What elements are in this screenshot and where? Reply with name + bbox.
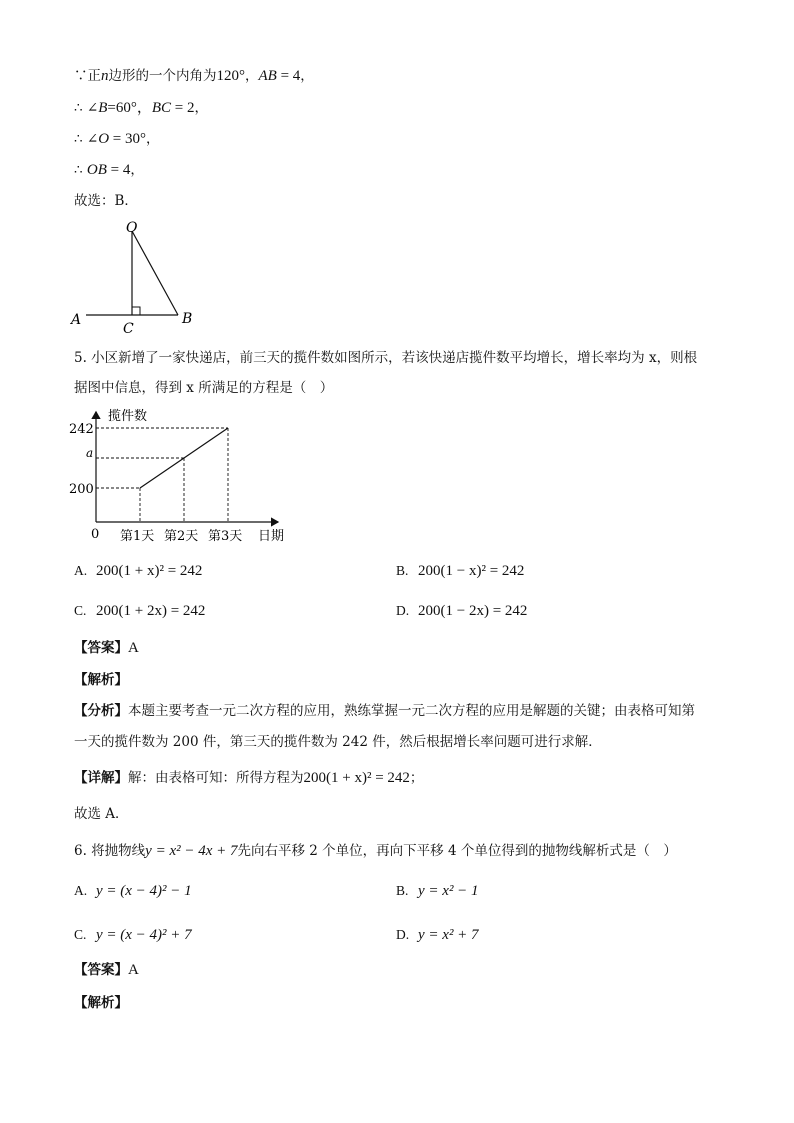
q6-option-c[interactable] <box>74 924 192 946</box>
y-axis-label: 揽件数 <box>108 409 148 424</box>
segment-ob <box>132 231 178 315</box>
q6-option-b-letter: B. <box>396 883 409 898</box>
step3-end: ， <box>146 131 160 147</box>
series-segment-2 <box>184 428 228 458</box>
step1-angle: 120° <box>216 68 245 84</box>
q6-option-c-letter: C. <box>74 927 87 942</box>
step4-eq: = 4 <box>106 162 131 178</box>
q6-option-a[interactable] <box>74 880 192 902</box>
q6-option-a-letter: A. <box>74 883 88 898</box>
step4-ob: OB <box>86 162 107 178</box>
q5-detail <box>74 768 423 788</box>
q5-option-c[interactable] <box>74 600 205 622</box>
q5-choose: 故选 A． <box>74 806 129 822</box>
q6-option-c-text: y = (x − 4)² + 7 <box>96 927 192 943</box>
q6-option-d[interactable] <box>396 924 479 946</box>
y-tick-label-1: 200 <box>69 482 94 497</box>
q6-stem <box>74 841 677 861</box>
q5-detail-text: 解：由表格可知：所得方程为 <box>128 770 304 786</box>
q5-option-d[interactable] <box>396 600 527 622</box>
q5-option-b-text: 200(1 − x)² = 242 <box>418 563 525 579</box>
y-tick-label-2: a <box>86 446 94 460</box>
q5-option-a[interactable] <box>74 560 202 582</box>
triangle-figure <box>66 218 206 338</box>
q5-detail-end: ； <box>409 770 424 786</box>
q5-detail-tag: 【详解】 <box>74 770 128 786</box>
right-angle-mark <box>132 307 140 315</box>
step2-eq: =60°， <box>107 100 152 116</box>
q6-option-b[interactable] <box>396 880 479 902</box>
step1-mid: 边形的一个内角为 <box>108 68 217 84</box>
step1-sep: ， <box>245 68 259 84</box>
q5-detail-equation: 200(1 + x)² = 242 <box>303 770 410 786</box>
step1-eq: = 4 <box>276 68 301 84</box>
q6-answer <box>74 960 139 980</box>
q6-answer-value: A <box>128 962 139 978</box>
q5-option-c-letter: C. <box>74 603 87 618</box>
step-choose: 故选：B． <box>74 193 138 209</box>
series-segment-1 <box>140 458 184 488</box>
q6-answer-tag: 【答案】 <box>74 962 128 978</box>
q5-option-d-letter: D. <box>396 603 410 618</box>
q5-fenxi-tag: 【分析】 <box>74 703 128 719</box>
step2-bc: BC <box>151 100 172 116</box>
step-line-4 <box>74 160 144 180</box>
step-line-3 <box>74 129 160 149</box>
label-a: A <box>71 312 82 328</box>
step3-prefix: ∴ ∠ <box>74 131 99 147</box>
q5-answer-tag: 【答案】 <box>74 640 128 656</box>
q5-analysis-tag: 【解析】 <box>74 672 128 688</box>
q6-option-d-text: y = x² + 7 <box>418 927 479 943</box>
x-tick-label-1: 第1天 <box>120 529 155 544</box>
q6-stem-prefix: 6. 将抛物线 <box>74 843 146 859</box>
step-line-1 <box>74 66 314 86</box>
q5-stem-line2: 据图中信息，得到 x 所满足的方程是（ ） <box>74 380 334 396</box>
parcel-chart <box>66 400 296 550</box>
step4-end: ， <box>130 162 144 178</box>
label-o: O <box>126 220 138 236</box>
y-tick-label-3: 242 <box>69 422 94 437</box>
q6-option-a-text: y = (x − 4)² − 1 <box>96 883 192 899</box>
q5-option-b[interactable] <box>396 560 524 582</box>
label-c: C <box>123 321 134 337</box>
step2-b: B <box>98 100 108 116</box>
step2-eq2: = 2 <box>171 100 195 116</box>
q6-stem-suffix: 先向右平移 2 个单位，再向下平移 4 个单位得到的抛物线解析式是（ ） <box>237 843 677 859</box>
step1-end: ， <box>300 68 314 84</box>
step1-ab: AB <box>258 68 277 84</box>
q5-stem-line1: 5. 小区新增了一家快递店，前三天的揽件数如图所示，若该快递店揽件数平均增长，增长率均为 x，则根 <box>74 350 698 366</box>
step1-n: n <box>101 68 109 84</box>
q5-fenxi-line1 <box>74 701 695 721</box>
label-b: B <box>182 311 193 327</box>
step-line-2 <box>74 98 208 118</box>
origin-label: 0 <box>91 527 100 542</box>
q6-analysis-tag: 【解析】 <box>74 995 128 1011</box>
x-tick-label-3: 第3天 <box>208 529 243 544</box>
q5-fenxi-line2: 一天的揽件数为 200 件，第三天的揽件数为 242 件，然后根据增长率问题可进行求解． <box>74 734 602 750</box>
q5-answer <box>74 638 139 658</box>
q6-option-b-text: y = x² − 1 <box>418 883 479 899</box>
step3-o: O <box>98 131 110 147</box>
step4-prefix: ∴ <box>74 162 87 178</box>
step3-eq: = 30° <box>109 131 147 147</box>
q5-option-b-letter: B. <box>396 563 409 578</box>
q5-fenxi-text1: 本题主要考查一元二次方程的应用，熟练掌握一元二次方程的应用是解题的关键；由表格可知第 <box>128 703 695 719</box>
q5-option-d-text: 200(1 − 2x) = 242 <box>418 603 528 619</box>
x-tick-label-2: 第2天 <box>164 529 199 544</box>
q6-stem-equation: y = x² − 4x + 7 <box>145 843 238 859</box>
q6-option-d-letter: D. <box>396 927 410 942</box>
step2-end: ， <box>194 100 208 116</box>
step2-prefix: ∴ ∠ <box>74 100 99 116</box>
q5-option-a-text: 200(1 + x)² = 242 <box>96 563 203 579</box>
q5-option-a-letter: A. <box>74 563 88 578</box>
step1-prefix: ∵正 <box>74 68 101 84</box>
q5-answer-value: A <box>128 640 139 656</box>
x-axis-label: 日期 <box>258 529 285 544</box>
q5-option-c-text: 200(1 + 2x) = 242 <box>96 603 206 619</box>
